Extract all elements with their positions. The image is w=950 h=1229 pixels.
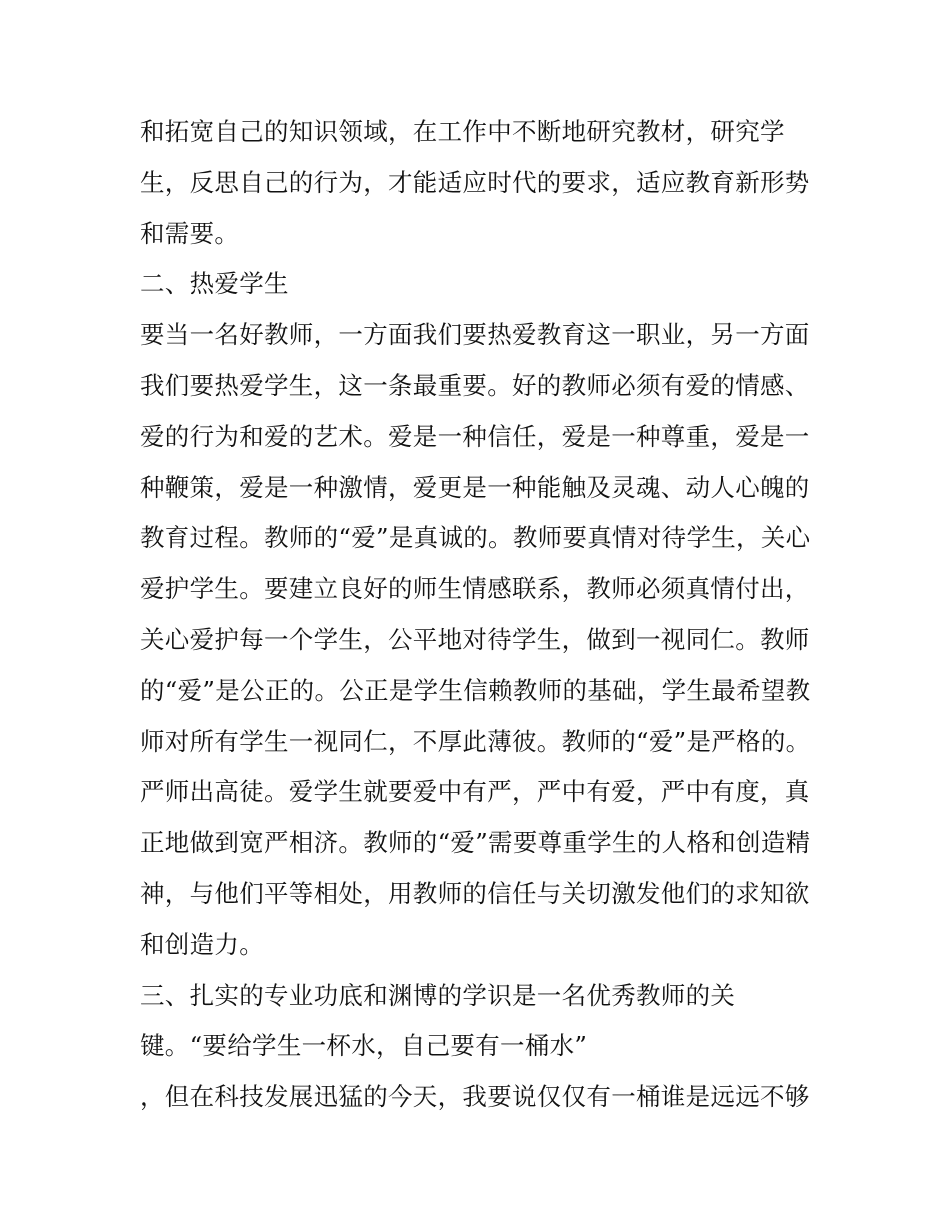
text-line: 和拓宽自己的知识领域，在工作中不断地研究教材，研究学 bbox=[140, 117, 785, 146]
text-line: 和创造力。 bbox=[140, 929, 264, 959]
body-text bbox=[140, 112, 820, 1128]
text-line: 要当一名好教师，一方面我们要热爱教育这一职业，另一方面 bbox=[140, 320, 810, 350]
text-line: 爱的行为和爱的艺术。爱是一种信任，爱是一种尊重，爱是一 bbox=[140, 421, 810, 451]
text-line: 关心爱护每一个学生，公平地对待学生，做到一视同仁。教师 bbox=[140, 624, 810, 654]
section-heading: 三、扎实的专业功底和渊博的学识是一名优秀教师的关 bbox=[140, 980, 736, 1010]
text-line: 键。“要给学生一杯水，自己要有一桶水” bbox=[140, 1031, 588, 1061]
text-line: ，但在科技发展迅猛的今天，我要说仅仅有一桶谁是远远不够 bbox=[140, 1082, 810, 1112]
text-line: 爱护学生。要建立良好的师生情感联系，教师必须真情付出， bbox=[140, 574, 810, 604]
text-line: 种鞭策，爱是一种激情，爱更是一种能触及灵魂、动人心魄的 bbox=[140, 472, 810, 502]
text-line: 的“爱”是公正的。公正是学生信赖教师的基础，学生最希望教 bbox=[140, 675, 811, 705]
text-line: 神，与他们平等相处，用教师的信任与关切激发他们的求知欲 bbox=[140, 878, 810, 908]
text-line: 严师出高徒。爱学生就要爱中有严，严中有爱，严中有度，真 bbox=[140, 777, 810, 807]
text-line: 教育过程。教师的“爱”是真诚的。教师要真情对待学生，关心 bbox=[140, 523, 811, 553]
text-line: 和需要。 bbox=[140, 218, 240, 248]
text-line: 师对所有学生一视同仁，不厚此薄彼。教师的“爱”是严格的。 bbox=[140, 726, 811, 756]
text-line: 生，反思自己的行为，才能适应时代的要求，适应教育新形势 bbox=[140, 167, 810, 197]
text-line: 我们要热爱学生，这一条最重要。好的教师必须有爱的情感、 bbox=[140, 370, 810, 400]
text-line: 正地做到宽严相济。教师的“爱”需要尊重学生的人格和创造精 bbox=[140, 828, 811, 858]
section-heading: 二、热爱学生 bbox=[140, 269, 289, 299]
